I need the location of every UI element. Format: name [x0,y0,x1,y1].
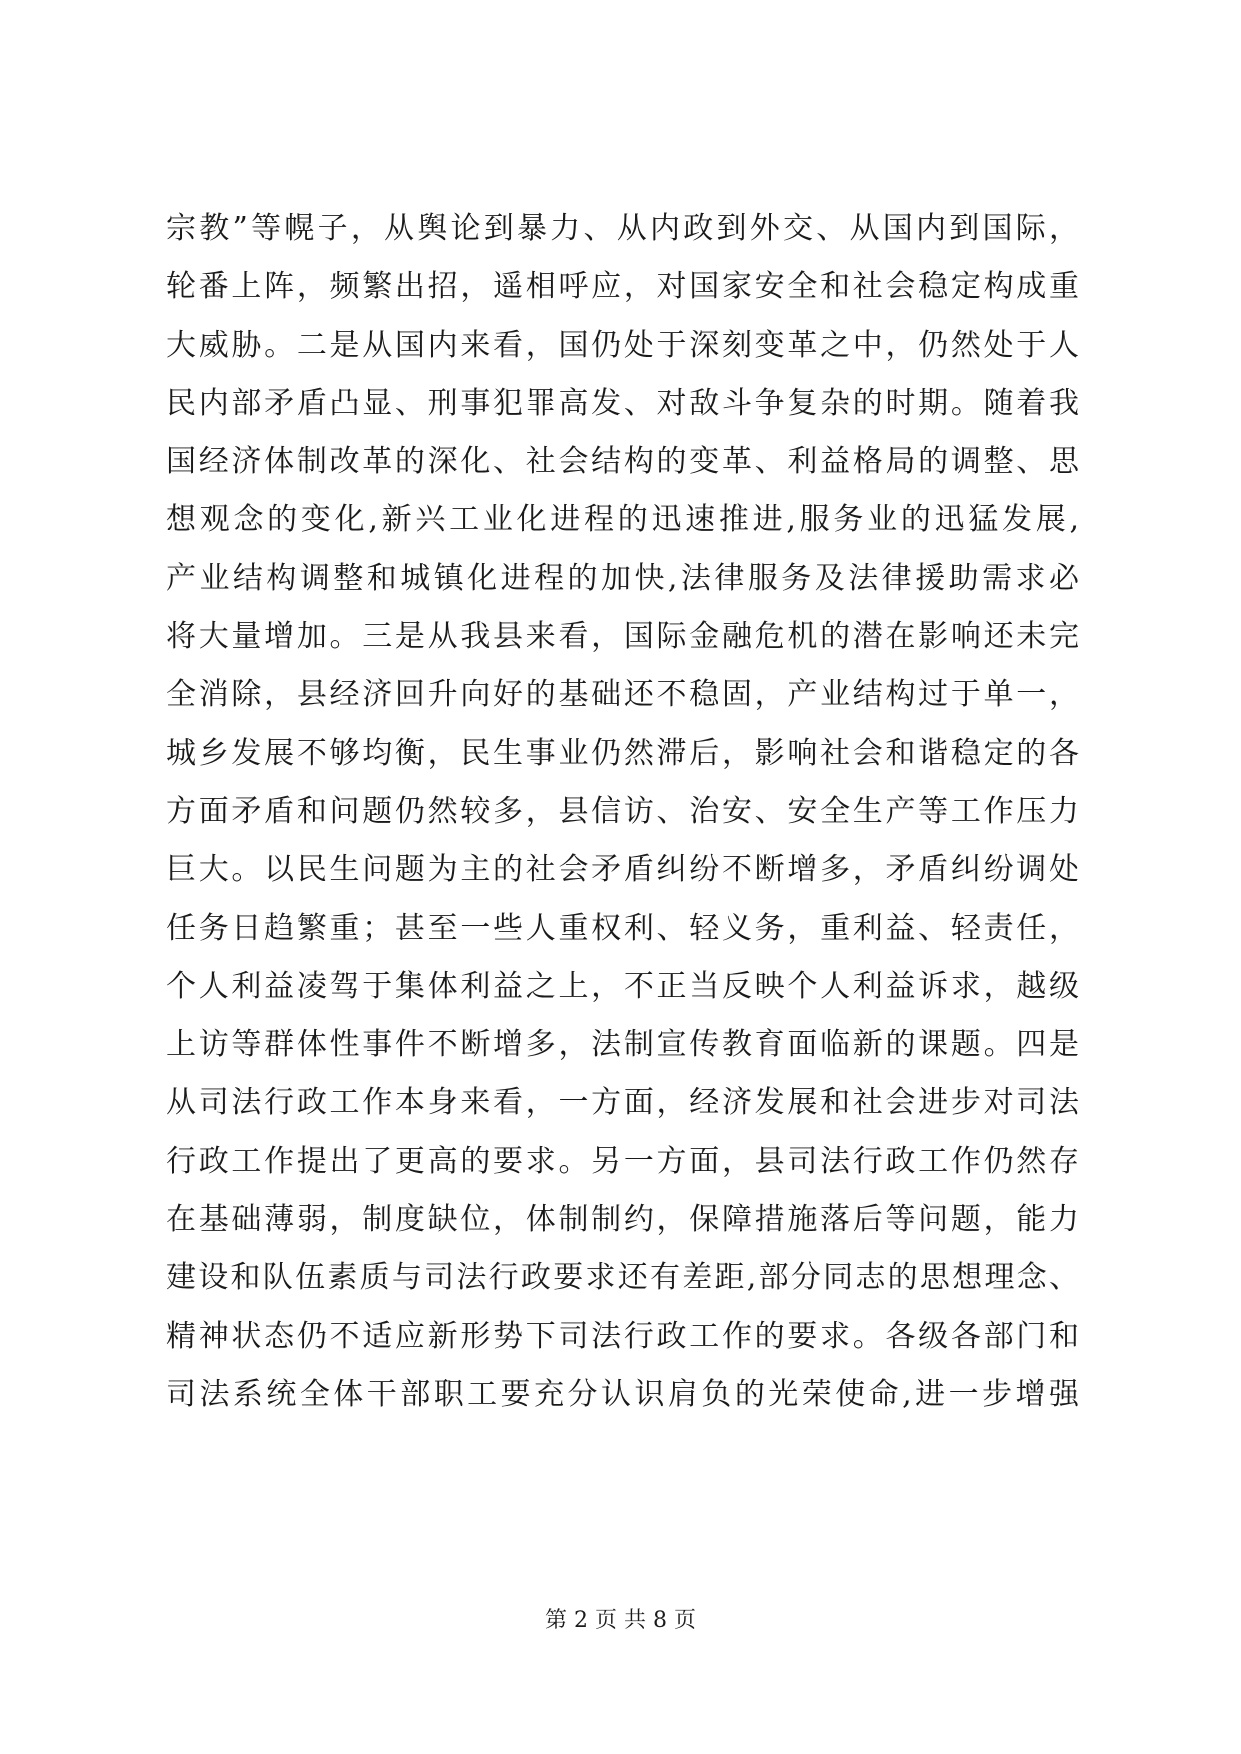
text-line: 想观念的变化,新兴工业化进程的迅速推进,服务业的迅猛发展, [166,502,1079,538]
text-line: 将大量增加。三是从我县来看，国际金融危机的潜在影响还未完 [166,619,1079,655]
text-line: 全消除，县经济回升向好的基础还不稳固，产业结构过于单一， [166,677,1079,713]
body-text [166,200,1079,1424]
text-line: 个人利益凌驾于集体利益之上，不正当反映个人利益诉求，越级 [166,968,1079,1004]
text-line: 宗教”等幌子，从舆论到暴力、从内政到外交、从国内到国际， [166,211,1079,246]
text-line: 建设和队伍素质与司法行政要求还有差距,部分同志的思想理念、 [166,1260,1079,1296]
text-line: 城乡发展不够均衡，民生事业仍然滞后，影响社会和谐稳定的各 [166,735,1079,771]
text-line: 轮番上阵，频繁出招，遥相呼应，对国家安全和社会稳定构成重 [166,269,1079,305]
text-line: 产业结构调整和城镇化进程的加快,法律服务及法律援助需求必 [166,560,1079,596]
page-footer: 第 2 页 共 8 页 [545,1608,696,1633]
text-line: 方面矛盾和问题仍然较多，县信访、治安、安全生产等工作压力 [166,793,1079,829]
text-line: 精神状态仍不适应新形势下司法行政工作的要求。各级各部门和 [166,1318,1079,1354]
text-line: 国经济体制改革的深化、社会结构的变革、利益格局的调整、思 [166,444,1079,480]
text-line: 民内部矛盾凸显、刑事犯罪高发、对敌斗争复杂的时期。随着我 [166,385,1079,421]
text-line: 大威胁。二是从国内来看，国仍处于深刻变革之中，仍然处于人 [166,327,1079,363]
text-line: 行政工作提出了更高的要求。另一方面，县司法行政工作仍然存 [166,1143,1079,1179]
text-line: 任务日趋繁重；甚至一些人重权利、轻义务，重利益、轻责任， [166,910,1079,946]
text-line: 从司法行政工作本身来看，一方面，经济发展和社会进步对司法 [166,1085,1079,1121]
text-line: 上访等群体性事件不断增多，法制宣传教育面临新的课题。四是 [166,1027,1079,1063]
text-line: 巨大。以民生问题为主的社会矛盾纠纷不断增多，矛盾纠纷调处 [166,852,1079,888]
text-line: 在基础薄弱，制度缺位，体制制约，保障措施落后等问题，能力 [166,1202,1079,1238]
text-line: 司法系统全体干部职工要充分认识肩负的光荣使命,进一步增强 [166,1376,1079,1412]
